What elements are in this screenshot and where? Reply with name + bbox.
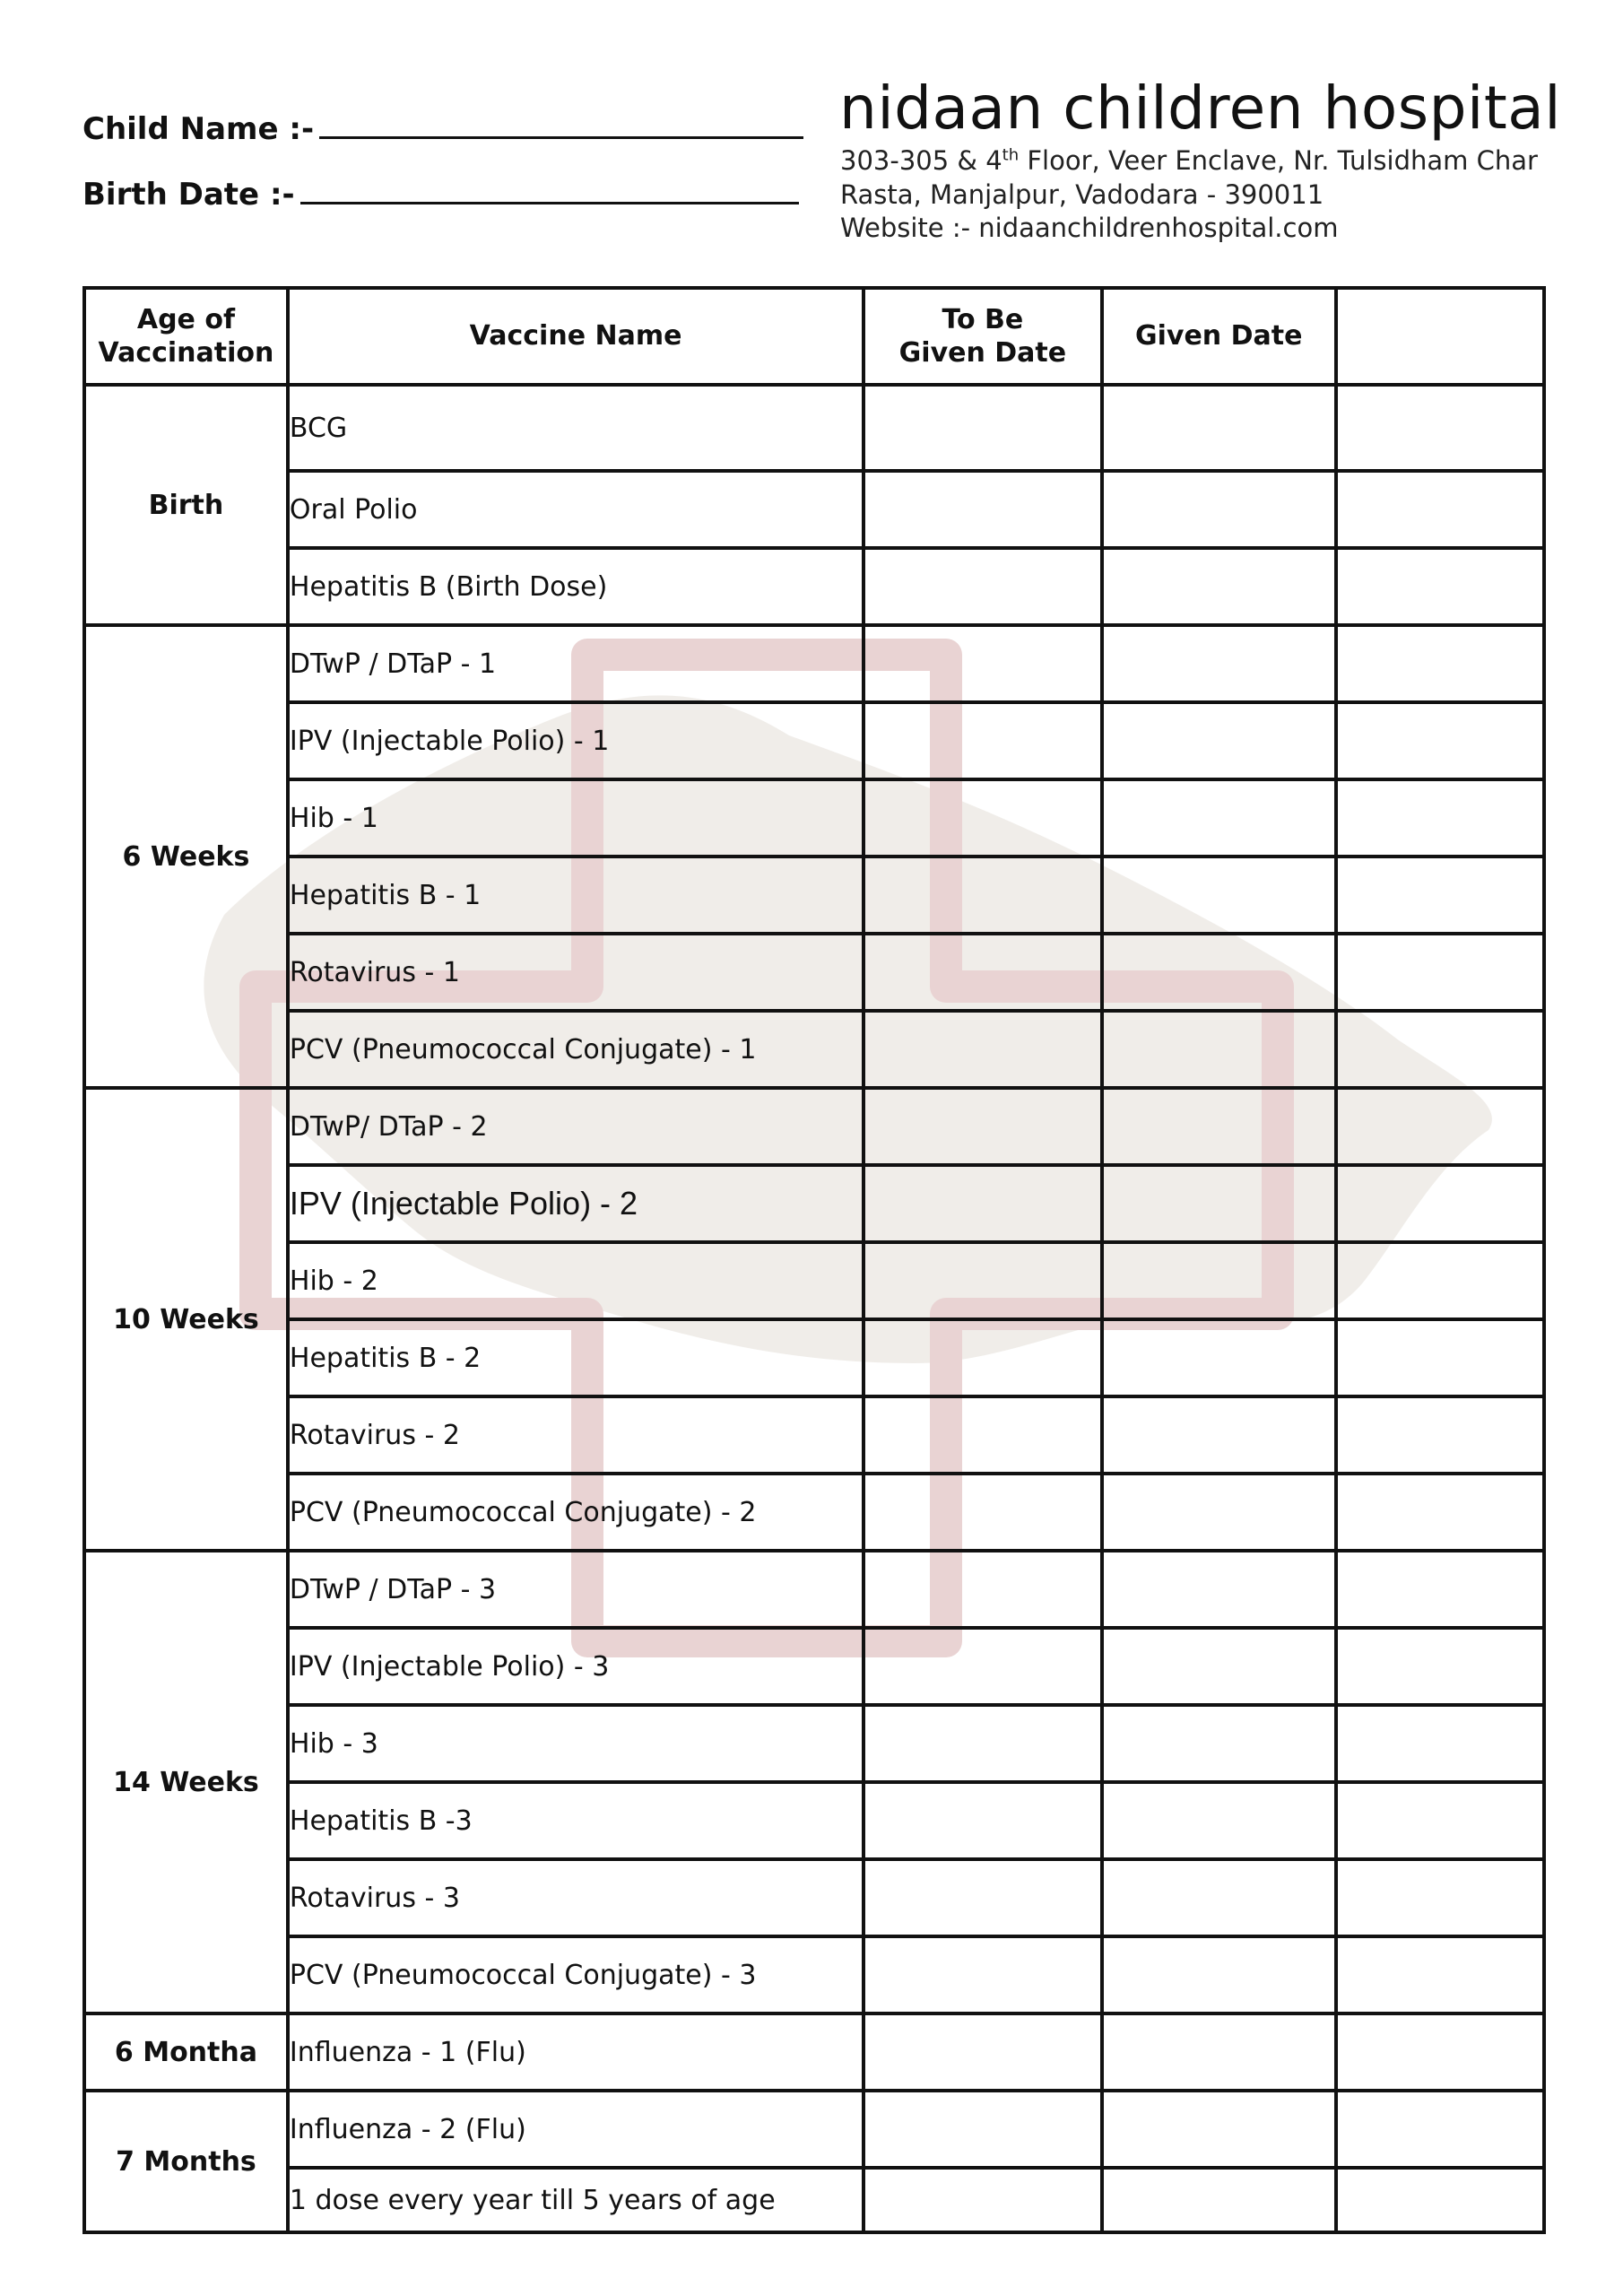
given-date-cell[interactable] <box>1102 1551 1336 1628</box>
to-be-given-date-cell[interactable] <box>864 1936 1101 2013</box>
vaccine-name-cell: DTwP/ DTaP - 2 <box>288 1088 864 1165</box>
to-be-given-date-cell[interactable] <box>864 934 1101 1011</box>
blank-cell[interactable] <box>1336 1319 1544 1396</box>
given-date-cell[interactable] <box>1102 702 1336 779</box>
given-date-cell[interactable] <box>1102 1782 1336 1859</box>
vaccine-name-cell: Hepatitis B -3 <box>288 1782 864 1859</box>
vaccine-name-cell: IPV (Injectable Polio) - 1 <box>288 702 864 779</box>
table-row <box>84 1242 1544 1319</box>
vaccine-name-cell: 1 dose every year till 5 years of age <box>288 2168 864 2232</box>
header-to-be-given-date <box>864 288 1101 385</box>
to-be-given-date-cell[interactable] <box>864 1782 1101 1859</box>
given-date-cell[interactable] <box>1102 1319 1336 1396</box>
birth-date-line[interactable] <box>300 175 799 204</box>
header-age-line1: Age of <box>136 303 236 335</box>
age-cell: 6 Weeks <box>84 625 288 1088</box>
to-be-given-date-cell[interactable] <box>864 1628 1101 1705</box>
header-age-line2: Vaccination <box>98 337 274 369</box>
given-date-cell[interactable] <box>1102 2168 1336 2232</box>
blank-cell[interactable] <box>1336 625 1544 702</box>
vaccine-name-cell: IPV (Injectable Polio) - 2 <box>288 1165 864 1242</box>
given-date-cell[interactable] <box>1102 1396 1336 1474</box>
given-date-cell[interactable] <box>1102 1088 1336 1165</box>
age-cell: 7 Months <box>84 2091 288 2232</box>
given-date-cell[interactable] <box>1102 471 1336 548</box>
given-date-cell[interactable] <box>1102 1859 1336 1936</box>
to-be-given-date-cell[interactable] <box>864 2168 1101 2232</box>
table-row <box>84 2091 1544 2168</box>
age-cell: 14 Weeks <box>84 1551 288 2013</box>
given-date-cell[interactable] <box>1102 548 1336 625</box>
to-be-given-date-cell[interactable] <box>864 385 1101 471</box>
child-name-label: Child Name :- <box>82 111 315 147</box>
age-cell: 6 Montha <box>84 2013 288 2091</box>
hospital-website: Website :- nidaanchildrenhospital.com <box>840 213 1339 243</box>
vaccine-name-cell: Hib - 2 <box>288 1242 864 1319</box>
table-row <box>84 702 1544 779</box>
given-date-cell[interactable] <box>1102 2013 1336 2091</box>
hospital-address-line2: Rasta, Manjalpur, Vadodara - 390011 <box>840 179 1324 210</box>
vaccine-name-cell: Hepatitis B (Birth Dose) <box>288 548 864 625</box>
birth-date-label: Birth Date :- <box>82 177 295 213</box>
table-row <box>84 934 1544 1011</box>
blank-cell[interactable] <box>1336 934 1544 1011</box>
vaccine-name-cell: Influenza - 1 (Flu) <box>288 2013 864 2091</box>
blank-cell[interactable] <box>1336 1165 1544 1242</box>
to-be-given-date-cell[interactable] <box>864 625 1101 702</box>
to-be-given-date-cell[interactable] <box>864 471 1101 548</box>
header-age <box>84 288 288 385</box>
table-row <box>84 779 1544 857</box>
blank-cell[interactable] <box>1336 2091 1544 2168</box>
to-be-given-date-cell[interactable] <box>864 1319 1101 1396</box>
given-date-cell[interactable] <box>1102 934 1336 1011</box>
header-tobe-line1: To Be <box>942 303 1024 335</box>
blank-cell[interactable] <box>1336 1551 1544 1628</box>
to-be-given-date-cell[interactable] <box>864 1705 1101 1782</box>
given-date-cell[interactable] <box>1102 1165 1336 1242</box>
blank-cell[interactable] <box>1336 1396 1544 1474</box>
child-name-field[interactable] <box>82 109 803 147</box>
birth-date-field[interactable] <box>82 175 799 213</box>
blank-cell[interactable] <box>1336 548 1544 625</box>
vaccine-name-cell: Influenza - 2 (Flu) <box>288 2091 864 2168</box>
blank-cell[interactable] <box>1336 857 1544 934</box>
table-row <box>84 548 1544 625</box>
blank-cell[interactable] <box>1336 1782 1544 1859</box>
table-header-row <box>84 288 1544 385</box>
to-be-given-date-cell[interactable] <box>864 1088 1101 1165</box>
to-be-given-date-cell[interactable] <box>864 548 1101 625</box>
table-row <box>84 1474 1544 1551</box>
vaccine-name-cell: Hepatitis B - 2 <box>288 1319 864 1396</box>
to-be-given-date-cell[interactable] <box>864 2013 1101 2091</box>
given-date-cell[interactable] <box>1102 1011 1336 1088</box>
blank-cell[interactable] <box>1336 1936 1544 2013</box>
table-row <box>84 857 1544 934</box>
blank-cell[interactable] <box>1336 1011 1544 1088</box>
blank-cell[interactable] <box>1336 779 1544 857</box>
vaccine-name-cell: Rotavirus - 2 <box>288 1396 864 1474</box>
blank-cell[interactable] <box>1336 2168 1544 2232</box>
address-line1-sup: th <box>1002 145 1020 165</box>
to-be-given-date-cell[interactable] <box>864 1242 1101 1319</box>
to-be-given-date-cell[interactable] <box>864 779 1101 857</box>
blank-cell[interactable] <box>1336 1859 1544 1936</box>
address-line1-post: Floor, Veer Enclave, Nr. Tulsidham Char <box>1019 145 1538 176</box>
given-date-cell[interactable] <box>1102 625 1336 702</box>
hospital-address-line1 <box>840 145 1538 176</box>
to-be-given-date-cell[interactable] <box>864 857 1101 934</box>
blank-cell[interactable] <box>1336 1474 1544 1551</box>
blank-cell[interactable] <box>1336 1242 1544 1319</box>
hospital-name: nidaan children hospital <box>839 74 1562 143</box>
given-date-cell[interactable] <box>1102 1936 1336 2013</box>
table-row <box>84 385 1544 471</box>
to-be-given-date-cell[interactable] <box>864 1396 1101 1474</box>
vaccine-name-cell: PCV (Pneumococcal Conjugate) - 2 <box>288 1474 864 1551</box>
vaccine-name-cell: Oral Polio <box>288 471 864 548</box>
given-date-cell[interactable] <box>1102 385 1336 471</box>
blank-cell[interactable] <box>1336 385 1544 471</box>
table-row <box>84 2013 1544 2091</box>
header-vaccine-name: Vaccine Name <box>288 288 864 385</box>
header-tobe-line2: Given Date <box>898 337 1067 369</box>
vaccination-table <box>82 286 1546 2234</box>
table-row <box>84 1551 1544 1628</box>
vaccine-name-cell: BCG <box>288 385 864 471</box>
blank-cell[interactable] <box>1336 702 1544 779</box>
table-row <box>84 1088 1544 1165</box>
to-be-given-date-cell[interactable] <box>864 2091 1101 2168</box>
vaccine-name-cell: Hepatitis B - 1 <box>288 857 864 934</box>
table-row <box>84 2168 1544 2232</box>
given-date-cell[interactable] <box>1102 1628 1336 1705</box>
to-be-given-date-cell[interactable] <box>864 1551 1101 1628</box>
age-cell: 10 Weeks <box>84 1088 288 1551</box>
vaccine-name-cell: PCV (Pneumococcal Conjugate) - 3 <box>288 1936 864 2013</box>
blank-cell[interactable] <box>1336 471 1544 548</box>
table-row <box>84 1705 1544 1782</box>
table-row <box>84 1936 1544 2013</box>
table-row <box>84 1319 1544 1396</box>
table-row <box>84 1782 1544 1859</box>
given-date-cell[interactable] <box>1102 779 1336 857</box>
address-line1-pre: 303-305 & 4 <box>840 145 1002 176</box>
to-be-given-date-cell[interactable] <box>864 1474 1101 1551</box>
table-row <box>84 1165 1544 1242</box>
to-be-given-date-cell[interactable] <box>864 1011 1101 1088</box>
given-date-cell[interactable] <box>1102 2091 1336 2168</box>
given-date-cell[interactable] <box>1102 857 1336 934</box>
to-be-given-date-cell[interactable] <box>864 1165 1101 1242</box>
vaccine-name-cell: DTwP / DTaP - 3 <box>288 1551 864 1628</box>
vaccine-name-cell: Rotavirus - 1 <box>288 934 864 1011</box>
table-row <box>84 625 1544 702</box>
given-date-cell[interactable] <box>1102 1242 1336 1319</box>
header-given-date: Given Date <box>1102 288 1336 385</box>
vaccine-name-cell: DTwP / DTaP - 1 <box>288 625 864 702</box>
header-blank <box>1336 288 1544 385</box>
to-be-given-date-cell[interactable] <box>864 1859 1101 1936</box>
vaccine-name-cell: Hib - 1 <box>288 779 864 857</box>
blank-cell[interactable] <box>1336 2013 1544 2091</box>
blank-cell[interactable] <box>1336 1628 1544 1705</box>
table-row <box>84 1011 1544 1088</box>
table-row <box>84 1396 1544 1474</box>
vaccine-name-cell: Hib - 3 <box>288 1705 864 1782</box>
age-cell: Birth <box>84 385 288 625</box>
table-row <box>84 1859 1544 1936</box>
vaccine-name-cell: Rotavirus - 3 <box>288 1859 864 1936</box>
to-be-given-date-cell[interactable] <box>864 702 1101 779</box>
given-date-cell[interactable] <box>1102 1705 1336 1782</box>
given-date-cell[interactable] <box>1102 1474 1336 1551</box>
table-row <box>84 471 1544 548</box>
child-name-line[interactable] <box>319 109 803 139</box>
blank-cell[interactable] <box>1336 1088 1544 1165</box>
vaccine-name-cell: IPV (Injectable Polio) - 3 <box>288 1628 864 1705</box>
blank-cell[interactable] <box>1336 1705 1544 1782</box>
table-row <box>84 1628 1544 1705</box>
vaccine-name-cell: PCV (Pneumococcal Conjugate) - 1 <box>288 1011 864 1088</box>
